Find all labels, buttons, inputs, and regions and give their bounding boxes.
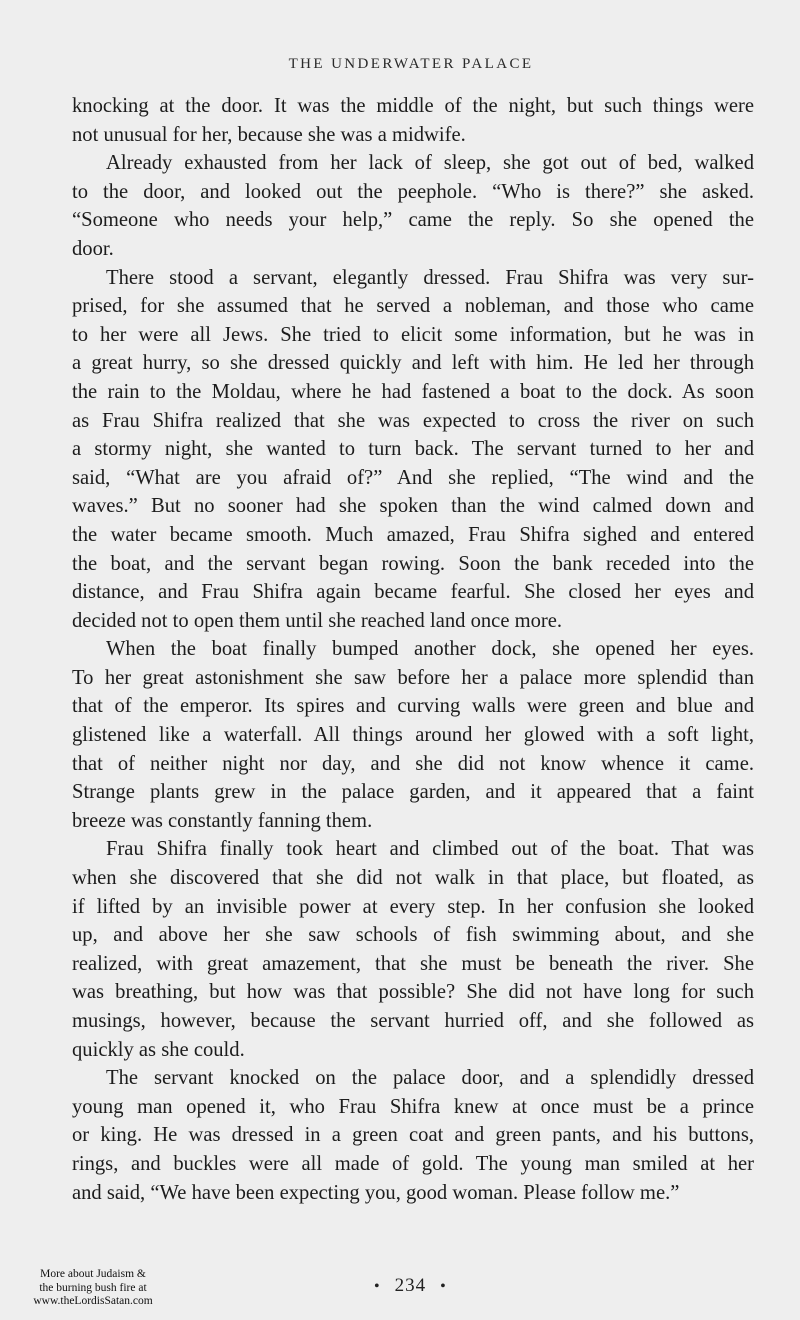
page-number xyxy=(360,1275,461,1297)
folio-dot-left: • xyxy=(374,1278,381,1295)
text-line: a stormy night, she wanted to turn back. The servant turned to her and xyxy=(72,438,754,461)
paragraph xyxy=(72,264,754,636)
text-line: To her great astonishment she saw before her a palace more splendid than xyxy=(72,666,754,689)
text-line: door. xyxy=(72,237,114,260)
text-line: young man opened it, who Frau Shifra knew at once must be a prince xyxy=(72,1095,754,1118)
text-line: said, “What are you afraid of?” And she replied, “The wind and the xyxy=(72,466,754,489)
text-line: the boat, and the servant began rowing. Soon the bank receded into the xyxy=(72,552,754,575)
paragraph xyxy=(72,1064,754,1207)
text-line: decided not to open them until she reached land once more. xyxy=(72,609,563,632)
text-line: a great hurry, so she dressed quickly and left with him. He led her through xyxy=(72,352,754,375)
text-line: as Frau Shifra realized that she was expected to cross the river on such xyxy=(72,409,754,432)
corner-note-line: the burning bush fire at xyxy=(39,1281,147,1294)
folio-dot-right: • xyxy=(440,1278,447,1295)
text-line: Frau Shifra finally took heart and climbed out of the boat. That was xyxy=(106,838,754,861)
text-line: When the boat finally bumped another dock, she opened her eyes. xyxy=(106,638,754,661)
text-line: rings, and buckles were all made of gold. The young man smiled at her xyxy=(72,1152,754,1175)
body-text xyxy=(72,92,754,1207)
text-line: when she discovered that she did not walk in that place, but floated, as xyxy=(72,867,754,890)
text-line: if lifted by an invisible power at every step. In her confusion she looked xyxy=(72,895,754,918)
text-line: realized, with great amazement, that she must be beneath the river. She xyxy=(72,952,754,975)
text-line: There stood a servant, elegantly dressed. Frau Shifra was very sur- xyxy=(106,266,754,289)
text-line: Strange plants grew in the palace garden, and it appeared that a faint xyxy=(72,781,754,804)
paragraph xyxy=(72,149,754,263)
text-line: that of the emperor. Its spires and curving walls were green and blue and xyxy=(72,695,754,718)
text-line: the water became smooth. Much amazed, Frau Shifra sighed and entered xyxy=(72,523,754,546)
text-line: that of neither night nor day, and she did not know whence it came. xyxy=(72,752,754,775)
paragraph xyxy=(72,92,754,149)
text-line: or king. He was dressed in a green coat and green pants, and his buttons, xyxy=(72,1124,754,1147)
text-line: musings, however, because the servant hurried off, and she followed as xyxy=(72,1010,754,1032)
text-line: to the door, and looked out the peephole. “Who is there?” she asked. xyxy=(72,180,754,203)
text-line: waves.” But no sooner had she spoken than the wind calmed down and xyxy=(72,495,754,518)
text-line: not unusual for her, because she was a midwife. xyxy=(72,123,466,146)
corner-note-line: More about Judaism & xyxy=(40,1268,146,1280)
text-line: distance, and Frau Shifra again became fearful. She closed her eyes and xyxy=(72,581,754,604)
text-line: “Someone who needs your help,” came the reply. So she opened the xyxy=(72,209,754,232)
text-line: prised, for she assumed that he served a nobleman, and those who came xyxy=(72,295,754,318)
paragraph xyxy=(72,635,754,835)
text-line: up, and above her she saw schools of fish swimming about, and she xyxy=(72,924,754,947)
text-line: to her were all Jews. She tried to elicit some information, but he was in xyxy=(72,323,754,346)
text-line: was breathing, but how was that possible? She did not have long for such xyxy=(72,981,754,1004)
text-line: glistened like a waterfall. All things around her glowed with a soft light, xyxy=(72,724,754,747)
running-head: THE UNDERWATER PALACE xyxy=(288,56,534,72)
text-line: breeze was constantly fanning them. xyxy=(72,809,373,832)
corner-note-link[interactable]: www.theLordisSatan.com xyxy=(33,1295,153,1307)
corner-note xyxy=(8,1268,178,1309)
text-line: Already exhausted from her lack of sleep, she got out of bed, walked xyxy=(106,152,754,175)
text-line: quickly as she could. xyxy=(72,1038,245,1061)
text-line: knocking at the door. It was the middle of the night, but such things were xyxy=(72,95,754,117)
paragraph xyxy=(72,835,754,1064)
text-line: The servant knocked on the palace door, and a splendidly dressed xyxy=(106,1067,754,1090)
folio-number: 234 xyxy=(394,1275,427,1296)
text-line: and said, “We have been expecting you, good woman. Please follow me.” xyxy=(72,1181,680,1204)
text-line: the rain to the Moldau, where he had fastened a boat to the dock. As soon xyxy=(72,380,754,403)
